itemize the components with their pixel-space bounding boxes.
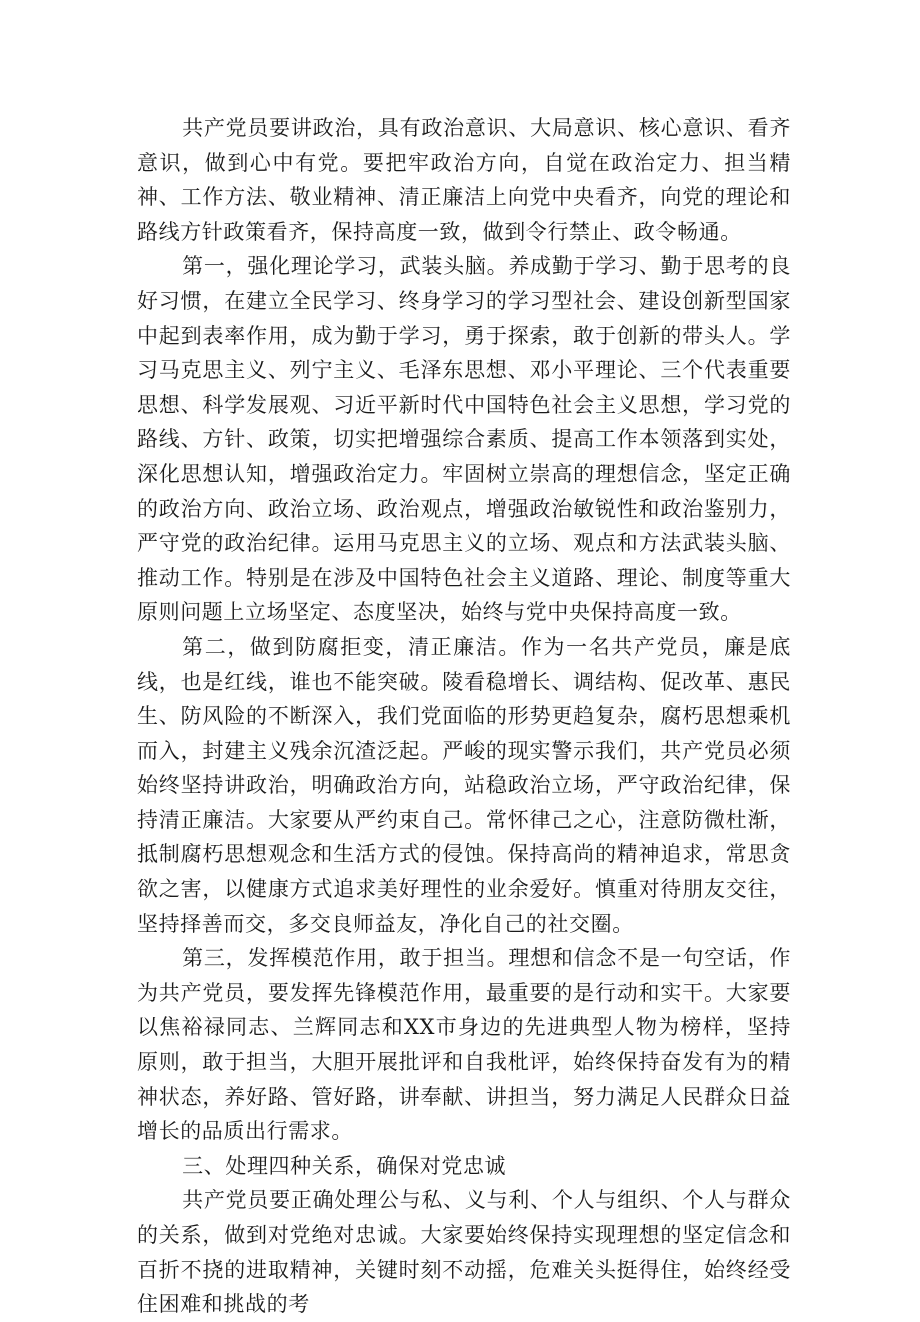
paragraph-point-one: 第一，强化理论学习，武装头脑。养成勤于学习、勤于思考的良好习惯，在建立全民学习、终身学习的学习型社会、建设创新型国家中起到表率作用，成为勤于学习，勇于探索，敢于创新的带头人。学习马克思主义、列宁主义、毛泽东思想、邓小平理论、三个代表重要思想、科学发展观、习近平新时代中国特色社会主义思想，学习党的路线、方针、政策，切实把增强综合素质、提高工作本领落到实处，深化思想认知，增强政治定力。牢固树立崇高的理想信念，坚定正确的政治方向、政治立场、政治观点，增强政治敏锐性和政治鉴别力，严守党的政治纪律。运用马克思主义的立场、观点和方法武装头脑、推动工作。特别是在涉及中国特色社会主义道路、理论、制度等重大原则问题上立场坚定、态度坚决，始终与党中央保持高度一致。 (137, 254, 791, 625)
paragraph-intro: 共产党员要讲政治，具有政治意识、大局意识、核心意识、看齐意识，做到心中有党。要把牢政治方向，自觉在政治定力、担当精神、工作方法、敬业精神、清正廉洁上向党中央看齐，向党的理论和路线方针政策看齐，保持高度一致，做到令行禁止、政令畅通。 (137, 116, 791, 244)
paragraph-point-two: 第二，做到防腐拒变，清正廉洁。作为一名共产党员，廉是底线，也是红线，谁也不能突破。陵看稳增长、调结构、促改革、惠民生、防风险的不断深入，我们党面临的形势更趋复杂，腐朽思想乘机而入，封建主义残余沉渣泛起。严峻的现实警示我们，共产党员必须始终坚持讲政治，明确政治方向，站稳政治立场，严守政治纪律，保持清正廉洁。大家要从严约束自己。常怀律己之心，注意防微杜渐，抵制腐朽思想观念和生活方式的侵蚀。保持高尚的精神追求，常思贪欲之害，以健康方式追求美好理性的业余爱好。慎重对待朋友交往，坚持择善而交，多交良师益友，净化自己的社交圈。 (137, 634, 791, 936)
paragraph-section-body: 共产党员要正确处理公与私、义与利、个人与组织、个人与群众的关系，做到对党绝对忠诚。大家要始终保持实现理想的坚定信念和百折不挠的进取精神，关键时刻不动摇，危难关头挺得住，始终经受住困难和挑战的考 (137, 1188, 791, 1317)
section-heading: 三、处理四种关系，确保对党忠诚 (182, 1153, 507, 1178)
document-body (137, 111, 791, 1322)
paragraph-point-three: 第三，发挥模范作用，敢于担当。理想和信念不是一句空话，作为共产党员，要发挥先锋模范作用，最重要的是行动和实干。大家要以焦裕禄同志、兰辉同志和XX市身边的先进典型人物为榜样，坚持原则，敢于担当，大胆开展批评和自我枇评，始终保持奋发有为的精神状态，养好路、管好路，讲奉献、讲担当，努力满足人民群众日益增长的品质出行需求。 (137, 946, 791, 1144)
